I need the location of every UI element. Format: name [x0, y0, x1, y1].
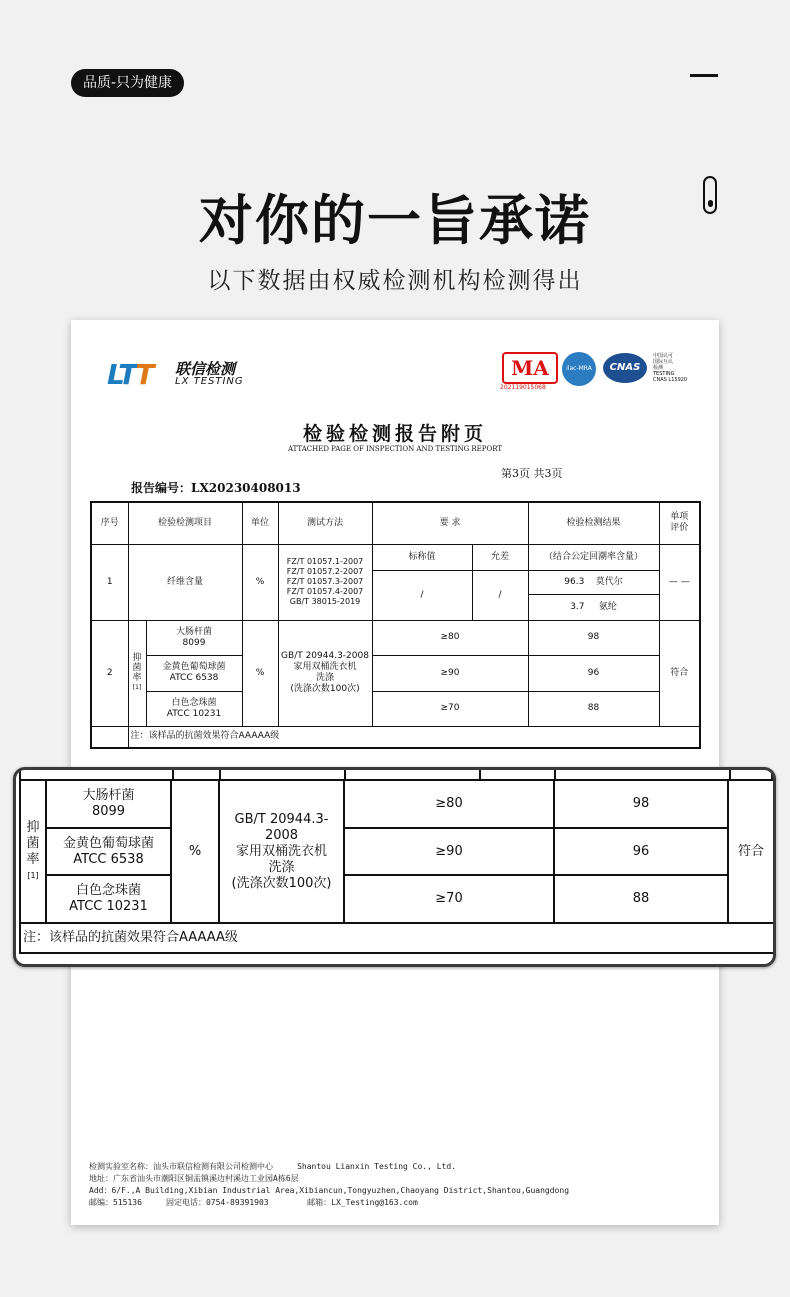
zoom-fragment-lines	[19, 770, 773, 779]
fiber-methods: FZ/T 01057.1-2007 FZ/T 01057.2-2007 FZ/T 01057.3-2007 FZ/T 01057.4-2007 GB/T 38015-2019	[278, 544, 372, 620]
table-row: 3.7 氨纶	[91, 594, 700, 620]
report-number: 报告编号：LX20230408013	[131, 481, 301, 495]
logo-cn-text: 联信检测	[175, 360, 236, 378]
table-row: / / 96.3 莫代尔	[91, 570, 700, 594]
header-no: 序号	[91, 502, 128, 544]
zoom-inhibition-label: 抑 菌 率 [1]	[20, 780, 46, 923]
logo-en-text: LX TESTING	[175, 376, 244, 387]
table-row: 金黄色葡萄球菌 ATCC 6538 ≥90 96	[91, 655, 700, 691]
page-number: 第3页 共3页	[501, 467, 563, 480]
cnas-note: 中国认可 国际互认 检测 TESTING CNAS L15920	[653, 353, 688, 383]
header-requirement: 要 求	[372, 502, 528, 544]
menu-dash-icon[interactable]	[690, 74, 718, 77]
cma-number: 202119015068	[500, 384, 546, 391]
table-header-row	[91, 502, 700, 544]
report-title: 检验检测报告附页	[302, 423, 487, 445]
logo-mark-icon: LTT	[107, 358, 153, 391]
table-note-row: 注：该样品的抗菌效果符合AAAAA级	[91, 726, 700, 748]
table-row: 抑 菌 率 [1] 大肠杆菌 8099 % GB/T 20944.3-2008 家用双桶洗衣机 洗涤 (洗涤次数100次) ≥80 98 符合	[20, 780, 774, 828]
table-row: 金黄色葡萄球菌 ATCC 6538 ≥90 96	[20, 828, 774, 875]
antibacterial-method: GB/T 20944.3-2008 家用双桶洗衣机 洗涤 (洗涤次数100次)	[278, 620, 372, 726]
ilac-mra-icon: ilac-MRA	[562, 352, 596, 386]
table-row: 2 抑 菌 率 [1] 大肠杆菌 8099 % GB/T 20944.3-2008 家用双桶洗衣机 洗涤 (洗涤次数100次) ≥80 98 符合	[91, 620, 700, 655]
brand-tag: 品质-只为健康	[71, 69, 184, 97]
cnas-icon: CNAS	[603, 353, 647, 383]
zoom-method: GB/T 20944.3-2008 家用双桶洗衣机 洗涤 (洗涤次数100次)	[219, 780, 344, 923]
header-method: 测试方法	[278, 502, 372, 544]
subline: 以下数据由权威检测机构检测得出	[207, 268, 583, 294]
header-result: 检验检测结果	[528, 502, 659, 544]
headline: 对你的一旨承诺	[199, 189, 591, 252]
header-judgement: 单项 评价	[659, 502, 700, 544]
table-row: 白色念珠菌 ATCC 10231 ≥70 88	[20, 875, 774, 923]
cma-seal-icon: MA	[502, 352, 558, 384]
lab-footer: 检测实验室名称：汕头市联信检测有限公司检测中心 Shantou Lianxin Testing Co., Ltd. 地址：广东省汕头市潮阳区铜盂镇溪边村溪边工业园A栋6层 Add：6/F.,A Building,Xibian Industrial Area,Xibiancun,Tongyuzhen,Chaoyang District,Shantou,Guangdong 邮编：515136 固定电话：0754-89391903 邮箱：LX_Testing@163.com	[89, 1162, 570, 1207]
zoom-callout	[13, 767, 776, 967]
header-unit: 单位	[242, 502, 278, 544]
table-note-row: 注：该样品的抗菌效果符合AAAAA级	[20, 923, 774, 953]
report-subtitle: ATTACHED PAGE OF INSPECTION AND TESTING REPORT	[287, 445, 503, 453]
report-table	[90, 501, 701, 749]
inhibition-rate-label: 抑 菌 率 [1]	[128, 620, 146, 726]
header-item: 检验检测项目	[128, 502, 242, 544]
zoom-table	[19, 779, 775, 954]
table-row: 1 纤维含量 % FZ/T 01057.1-2007 FZ/T 01057.2-2007 FZ/T 01057.3-2007 FZ/T 01057.4-2007 GB/T 38015-2019 标称值 允差 （结合公定回潮率含量） — —	[91, 544, 700, 570]
table-row: 白色念珠菌 ATCC 10231 ≥70 88	[91, 691, 700, 726]
